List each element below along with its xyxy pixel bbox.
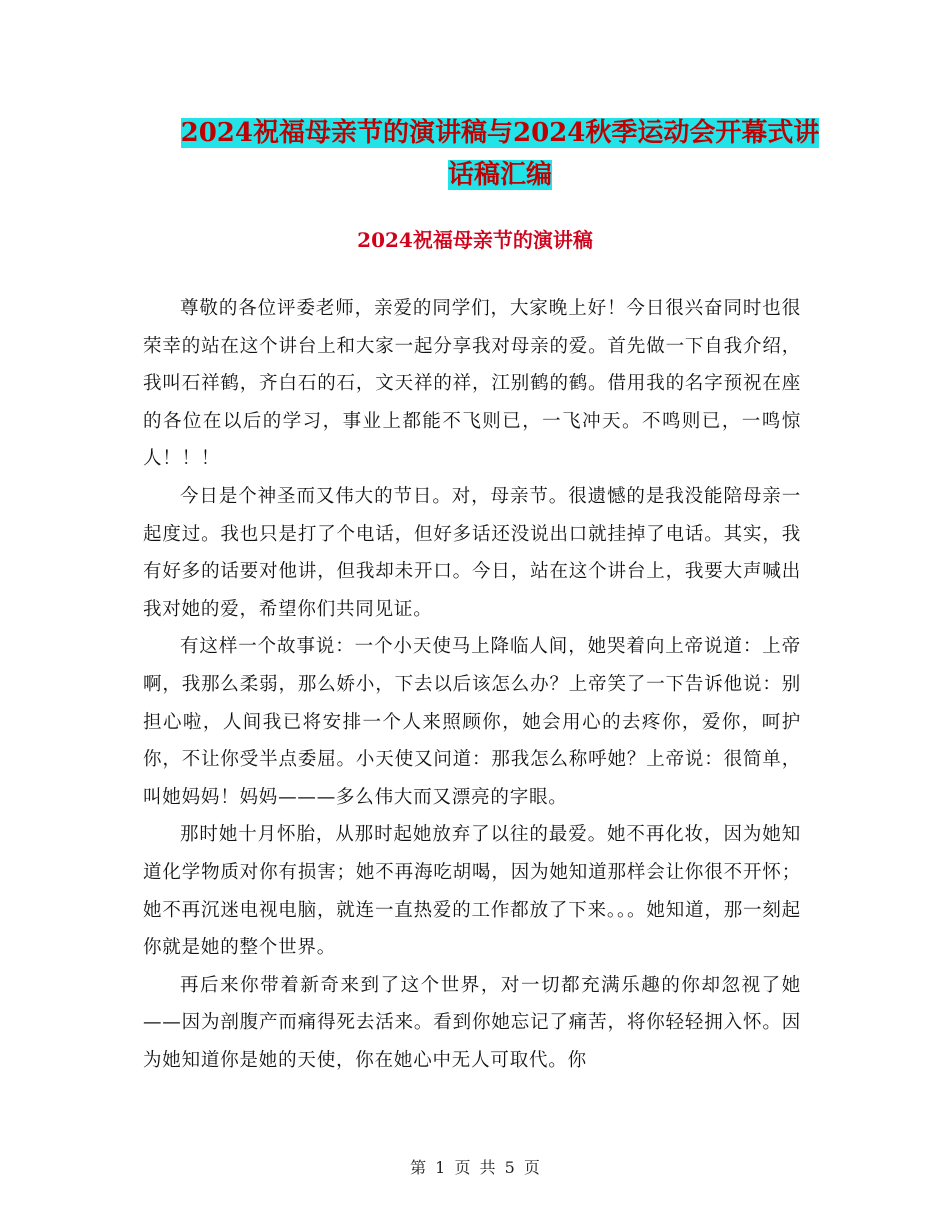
document-title-line-2: 话稿汇编 xyxy=(447,160,552,190)
paragraph: 有这样一个故事说：一个小天使马上降临人间，她哭着向上帝说道：上帝啊，我那么柔弱，那么娇小，下去以后该怎么办？上帝笑了一下告诉他说：别担心啦，人间我已将安排一个人来照顾你，她会用心的去疼你，爱你，呵护你，不让你受半点委屈。小天使又问道：那我怎么称呼她？上帝说：很简单，叫她妈妈！妈妈———多么伟大而又漂亮的字眼。 xyxy=(143,636,801,808)
document-title xyxy=(140,112,860,196)
section-title: 2024祝福母亲节的演讲稿 xyxy=(357,228,593,252)
paragraph: 再后来你带着新奇来到了这个世界，对一切都充满乐趣的你却忽视了她——因为剖腹产而痛得死去活来。看到你她忘记了痛苦，将你轻轻拥入怀。因为她知道你是她的天使，你在她心中无人可取代。你 xyxy=(143,974,801,1071)
document-body xyxy=(143,290,801,1079)
paragraph: 那时她十月怀胎，从那时起她放弃了以往的最爱。她不再化妆，因为她知道化学物质对你有损害；她不再海吃胡喝，因为她知道那样会让你很不开怀；她不再沉迷电视电脑，就连一直热爱的工作都放了下来。。。她知道，那一刻起你就是她的整个世界。 xyxy=(143,824,801,959)
paragraph: 尊敬的各位评委老师，亲爱的同学们，大家晚上好！今日很兴奋同时也很荣幸的站在这个讲台上和大家一起分享我对母亲的爱。首先做一下自我介绍，我叫石祥鹤，齐白石的石，文天祥的祥，江别鹤的鹤。借用我的名字预祝在座的各位在以后的学习，事业上都能不飞则已，一飞冲天。不鸣则已，一鸣惊人！！！ xyxy=(143,298,801,470)
document-title-line-1: 2024祝福母亲节的演讲稿与2024秋季运动会开幕式讲 xyxy=(180,118,820,148)
paragraph: 今日是个神圣而又伟大的节日。对，母亲节。很遗憾的是我没能陪母亲一起度过。我也只是打了个电话，但好多话还没说出口就挂掉了电话。其实，我有好多的话要对他讲，但我却未开口。今日，站在这个讲台上，我要大声喊出我对她的爱，希望你们共同见证。 xyxy=(143,485,801,620)
page-number-footer: 第 1 页 共 5 页 xyxy=(410,1158,540,1177)
